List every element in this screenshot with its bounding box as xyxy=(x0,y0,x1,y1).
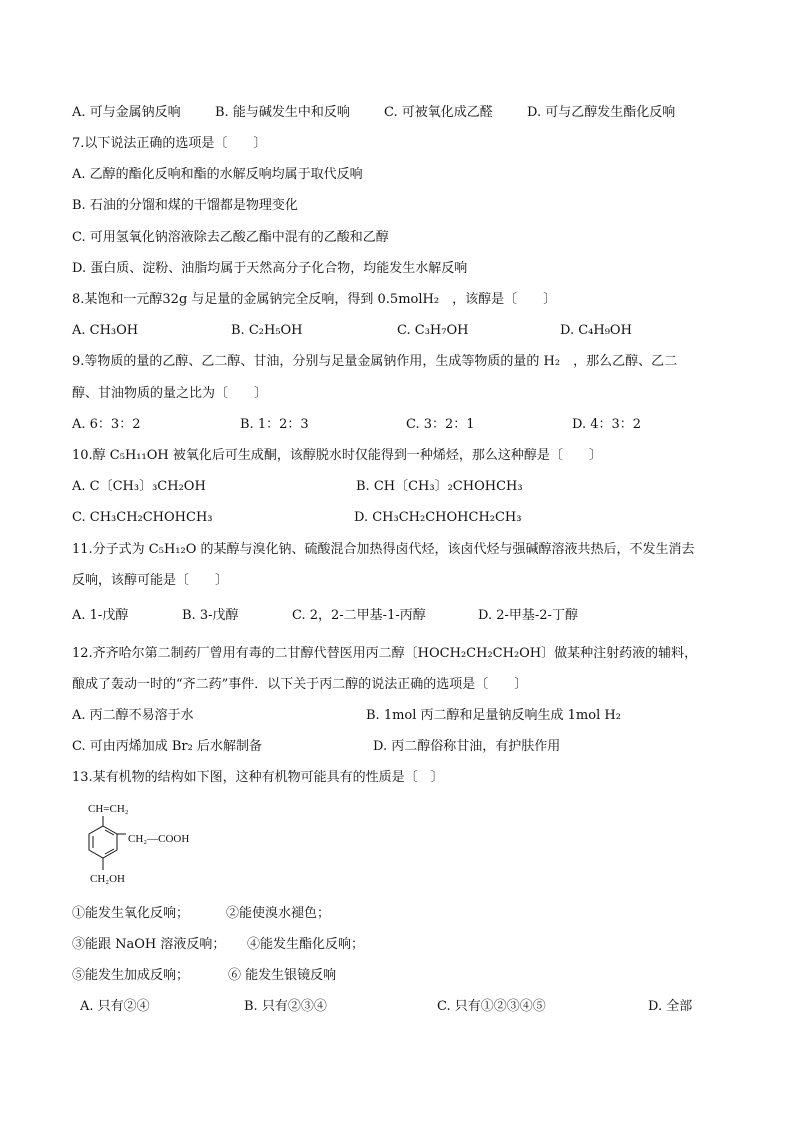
q13-property-2: ②能使溴水褪色； xyxy=(226,906,331,921)
benzene-inner-bond-2 xyxy=(105,830,114,835)
q13-option-b[interactable]: B. 只有②③④ xyxy=(244,999,327,1014)
q9-option-d[interactable]: D. 4：3：2 xyxy=(572,417,642,432)
q8-stem: 8.某饱和一元醇32g 与足量的金属钠完全反响，得到 0.5molH₂ ，该醇是〔 〕 xyxy=(72,292,557,307)
q6-option-b[interactable]: B. 能与碱发生中和反响 xyxy=(215,105,350,120)
q12-option-c[interactable]: C. 可由丙烯加成 Br₂ 后水解制备 xyxy=(72,739,262,754)
hydroxymethyl-group-label: CH₂OH xyxy=(90,873,126,885)
q13-stem: 13.某有机物的结构如下图，这种有机物可能具有的性质是〔 〕 xyxy=(72,770,444,785)
q11-option-a[interactable]: A. 1-戊醇 xyxy=(72,608,129,623)
vinyl-group-label: CH=CH₂ xyxy=(88,803,129,815)
q11-option-d[interactable]: D. 2-甲基-2-丁醇 xyxy=(478,608,578,623)
q11-option-c[interactable]: C. 2，2-二甲基-1-丙醇 xyxy=(292,608,426,623)
q6-option-c[interactable]: C. 可被氧化成乙醛 xyxy=(384,105,493,120)
q9-stem-line2: 醇、甘油物质的量之比为〔 〕 xyxy=(72,386,268,401)
q9-option-b[interactable]: B. 1：2：3 xyxy=(240,417,309,432)
q9-stem-line1: 9.等物质的量的乙醇、乙二醇、甘油，分别与足量金属钠作用，生成等物质的量的 H₂ ，那么乙醇、乙二 xyxy=(72,354,678,369)
q11-option-b[interactable]: B. 3-戊醇 xyxy=(182,608,239,623)
q12-option-b[interactable]: B. 1mol 丙二醇和足量钠反响生成 1mol H₂ xyxy=(366,708,621,723)
q11-stem-line2: 反响，该醇可能是〔 〕 xyxy=(72,573,229,588)
q8-option-d[interactable]: D. C₄H₉OH xyxy=(560,323,632,338)
q9-option-c[interactable]: C. 3：2：1 xyxy=(406,417,475,432)
q10-option-b[interactable]: B. CH〔CH₃〕₂CHOHCH₃ xyxy=(356,479,523,494)
q8-option-a[interactable]: A. CH₃OH xyxy=(72,323,139,338)
q13-option-d[interactable]: D. 全部 xyxy=(648,999,693,1014)
structural-formula xyxy=(74,798,214,890)
q13-property-4: ④能发生酯化反响； xyxy=(247,937,365,952)
q13-property-5: ⑤能发生加成反响； xyxy=(72,968,190,983)
q8-option-b[interactable]: B. C₂H₅OH xyxy=(231,323,303,338)
side-group-label: CH₂—COOH xyxy=(128,833,190,845)
q13-property-6: ⑥ 能发生银镜反响 xyxy=(228,968,337,983)
q6-option-d[interactable]: D. 可与乙醇发生酯化反响 xyxy=(527,105,676,120)
q10-stem: 10.醇 C₅H₁₁OH 被氧化后可生成酮，该醇脱水时仅能得到一种烯烃，那么这种醇是〔 〕 xyxy=(72,448,602,463)
q8-option-c[interactable]: C. C₃H₇OH xyxy=(397,323,469,338)
q12-stem-line1: 12.齐齐哈尔第二制药厂曾用有毒的二甘醇代替医用丙二醇〔HOCH₂CH₂CH₂OH〕做某种注射药液的辅料， xyxy=(72,646,698,661)
benzene-inner-bond-3 xyxy=(105,849,114,854)
q12-stem-line2: 酿成了轰动一时的“齐二药”事件．以下关于丙二醇的说法正确的选项是〔 〕 xyxy=(72,677,528,692)
q11-stem-line1: 11.分子式为 C₅H₁₂O 的某醇与溴化钠、硫酸混合加热得卤代烃，该卤代烃与强碱醇溶液共热后，不发生消去 xyxy=(72,542,695,557)
q10-option-d[interactable]: D. CH₃CH₂CHOHCH₂CH₃ xyxy=(354,510,522,525)
q9-option-a[interactable]: A. 6：3：2 xyxy=(72,417,141,432)
q13-option-c[interactable]: C. 只有①②③④⑤ xyxy=(437,999,546,1014)
q7-option-c[interactable]: C. 可用氢氧化钠溶液除去乙酸乙酯中混有的乙酸和乙醇 xyxy=(72,230,389,245)
q7-option-b[interactable]: B. 石油的分馏和煤的干馏都是物理变化 xyxy=(72,198,298,213)
q13-property-1: ①能发生氧化反响； xyxy=(72,906,190,921)
q7-option-a[interactable]: A. 乙醇的酯化反响和酯的水解反响均属于取代反响 xyxy=(72,167,363,182)
q12-option-a[interactable]: A. 丙二醇不易溶于水 xyxy=(72,708,194,723)
q13-option-a[interactable]: A. 只有②④ xyxy=(80,999,150,1014)
q10-option-c[interactable]: C. CH₃CH₂CHOHCH₃ xyxy=(72,510,213,525)
q7-option-d[interactable]: D. 蛋白质、淀粉、油脂均属于天然高分子化合物，均能发生水解反响 xyxy=(72,261,468,276)
q10-option-a[interactable]: A. C〔CH₃〕₃CH₂OH xyxy=(72,479,206,494)
q7-stem: 7.以下说法正确的选项是〔 〕 xyxy=(72,136,267,151)
q13-property-3: ③能跟 NaOH 溶液反响； xyxy=(72,937,226,952)
q6-option-a[interactable]: A. 可与金属钠反响 xyxy=(72,105,181,120)
q12-option-d[interactable]: D. 丙二醇俗称甘油，有护肤作用 xyxy=(373,739,561,754)
